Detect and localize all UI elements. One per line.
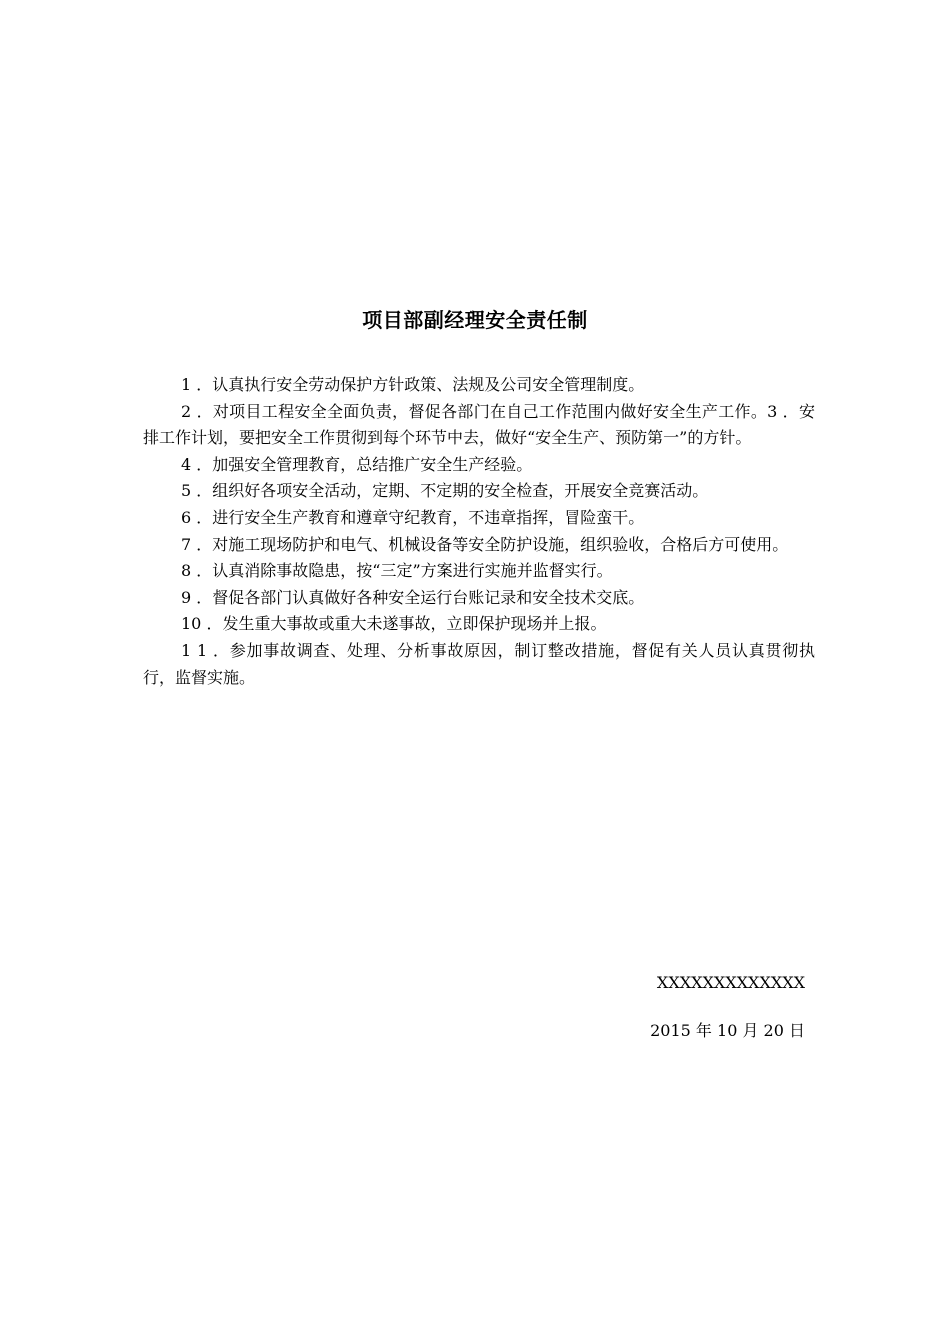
paragraph-6: 6 ．进行安全生产教育和遵章守纪教育，不违章指挥，冒险蛮干。: [181, 507, 645, 527]
paragraph-8: 8 ．认真消除事故隐患，按“三定”方案进行实施并监督实行。: [181, 561, 613, 581]
paragraph-7: 7 ．对施工现场防护和电气、机械设备等安全防护设施，组织验收，合格后方可使用。: [181, 534, 789, 554]
paragraph-10: 10 ．发生重大事故或重大未遂事故，立即保护现场并上报。: [181, 614, 607, 634]
signature: XXXXXXXXXXXXX: [656, 973, 805, 992]
document-date: 2015 年 10 月 20 日: [650, 1021, 805, 1040]
paragraph-9: 9 ．督促各部门认真做好各种安全运行台账记录和安全技术交底。: [181, 587, 645, 607]
paragraph-1: 1 ．认真执行安全劳动保护方针政策、法规及公司安全管理制度。: [181, 375, 645, 394]
document-body: [143, 372, 815, 691]
paragraph-11: 1 1 ．参加事故调查、处理、分析事故原因，制订整改措施，督促有关人员认真贯彻执行，监督实施。: [143, 640, 815, 687]
paragraph-5: 5 ．组织好各项安全活动，定期、不定期的安全检查，开展安全竞赛活动。: [181, 481, 709, 501]
paragraph-4: 4 ．加强安全管理教育，总结推广安全生产经验。: [181, 454, 533, 474]
document-title: 项目部副经理安全责任制: [362, 308, 588, 332]
paragraph-2: 2 ．对项目工程安全全面负责，督促各部门在自己工作范围内做好安全生产工作。3 ．安排工作计划，要把安全工作贯彻到每个环节中去，做好“安全生产、预防第一”的方针。: [143, 401, 815, 448]
